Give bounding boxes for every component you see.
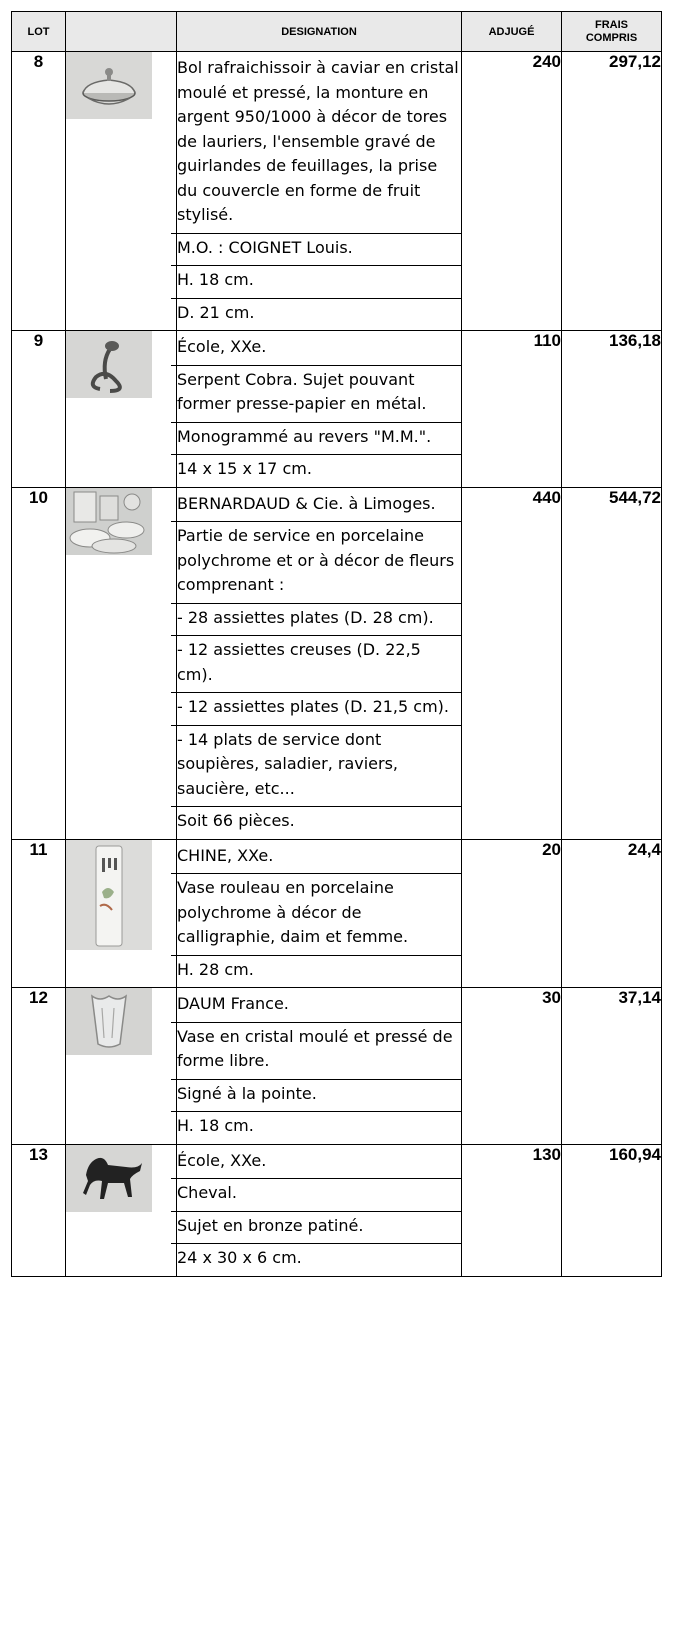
porcelain-service-icon (66, 488, 152, 555)
crystal-vase-icon (66, 988, 152, 1055)
lot-frais-compris: 136,18 (562, 331, 662, 488)
designation-paragraph: D. 21 cm. (171, 298, 461, 331)
designation-paragraph: Cheval. (171, 1178, 461, 1211)
designation-paragraph: École, XXe. (177, 337, 267, 356)
lot-adjuge: 30 (462, 988, 562, 1145)
lot-row (12, 1144, 662, 1276)
auction-results-table (11, 11, 662, 1277)
designation-paragraph: École, XXe. (177, 1150, 267, 1170)
designation-paragraph: BERNARDAUD & Cie. à Limoges. (177, 493, 436, 513)
designation-paragraph: Sujet en bronze patiné. (171, 1211, 461, 1244)
lot-number: 12 (12, 988, 66, 1145)
lot-designation (177, 487, 462, 839)
cobra-sculpture-icon (66, 331, 152, 398)
designation-paragraph: - 14 plats de service dont soupières, saladier, raviers, saucière, etc... (171, 725, 461, 807)
lot-designation (177, 52, 462, 331)
lot-adjuge: 110 (462, 331, 562, 488)
lot-number: 10 (12, 487, 66, 839)
header-frais-compris (562, 12, 662, 52)
lot-row (12, 487, 662, 839)
designation-paragraph: Partie de service en porcelaine polychrome et or à décor de fleurs comprenant : (171, 521, 461, 603)
lot-adjuge: 440 (462, 487, 562, 839)
lot-row (12, 988, 662, 1145)
lot-designation (177, 331, 462, 488)
designation-paragraph: CHINE, XXe. (177, 845, 274, 865)
designation-paragraph: DAUM France. (177, 994, 289, 1013)
lot-number: 11 (12, 839, 66, 988)
designation-paragraph: Soit 66 pièces. (171, 806, 461, 839)
lot-frais-compris: 544,72 (562, 487, 662, 839)
lot-designation (177, 839, 462, 988)
designation-paragraph: 14 x 15 x 17 cm. (171, 454, 461, 487)
lot-frais-compris: 37,14 (562, 988, 662, 1145)
lot-row (12, 839, 662, 988)
header-frais-line1: FRAIS (595, 18, 628, 31)
designation-paragraph: Bol rafraichissoir à caviar en cristal moulé et pressé, la monture en argent 950/1000 à décor de tores de lauriers, l'ensemble gravé de guirlandes de feuillages, la prise du couvercle en forme de fruit stylisé. (177, 58, 459, 224)
roll-vase-icon (66, 840, 152, 950)
designation-paragraph: - 12 assiettes creuses (D. 22,5 cm). (171, 635, 461, 692)
designation-paragraph: Vase rouleau en porcelaine polychrome à décor de calligraphie, daim et femme. (171, 873, 461, 955)
lot-number: 8 (12, 52, 66, 331)
designation-paragraph: Signé à la pointe. (171, 1079, 461, 1112)
lot-row (12, 52, 662, 331)
lot-frais-compris: 160,94 (562, 1144, 662, 1276)
header-row (12, 12, 662, 52)
designation-paragraph: M.O. : COIGNET Louis. (171, 233, 461, 266)
designation-paragraph: - 12 assiettes plates (D. 21,5 cm). (171, 692, 461, 725)
designation-paragraph: Vase en cristal moulé et pressé de forme libre. (171, 1022, 461, 1079)
lot-number: 9 (12, 331, 66, 488)
header-lot: LOT (12, 12, 66, 52)
lot-row (12, 331, 662, 488)
designation-paragraph: - 28 assiettes plates (D. 28 cm). (171, 603, 461, 636)
lot-adjuge: 20 (462, 839, 562, 988)
header-designation: DESIGNATION (177, 12, 462, 52)
header-image (66, 12, 177, 52)
bronze-horse-icon (66, 1145, 152, 1212)
lot-frais-compris: 24,4 (562, 839, 662, 988)
lot-designation (177, 988, 462, 1145)
designation-paragraph: Monogrammé au revers "M.M.". (171, 422, 461, 455)
lot-number: 13 (12, 1144, 66, 1276)
lot-frais-compris: 297,12 (562, 52, 662, 331)
lot-adjuge: 130 (462, 1144, 562, 1276)
lot-designation (177, 1144, 462, 1276)
designation-paragraph: Serpent Cobra. Sujet pouvant former presse-papier en métal. (171, 365, 461, 422)
designation-paragraph: H. 18 cm. (171, 265, 461, 298)
lot-adjuge: 240 (462, 52, 562, 331)
designation-paragraph: H. 28 cm. (171, 955, 461, 988)
designation-paragraph: 24 x 30 x 6 cm. (171, 1243, 461, 1276)
header-frais-line2: COMPRIS (585, 31, 638, 44)
header-adjuge: ADJUGÉ (462, 12, 562, 52)
designation-paragraph: H. 18 cm. (171, 1111, 461, 1144)
crystal-bowl-icon (66, 52, 152, 119)
